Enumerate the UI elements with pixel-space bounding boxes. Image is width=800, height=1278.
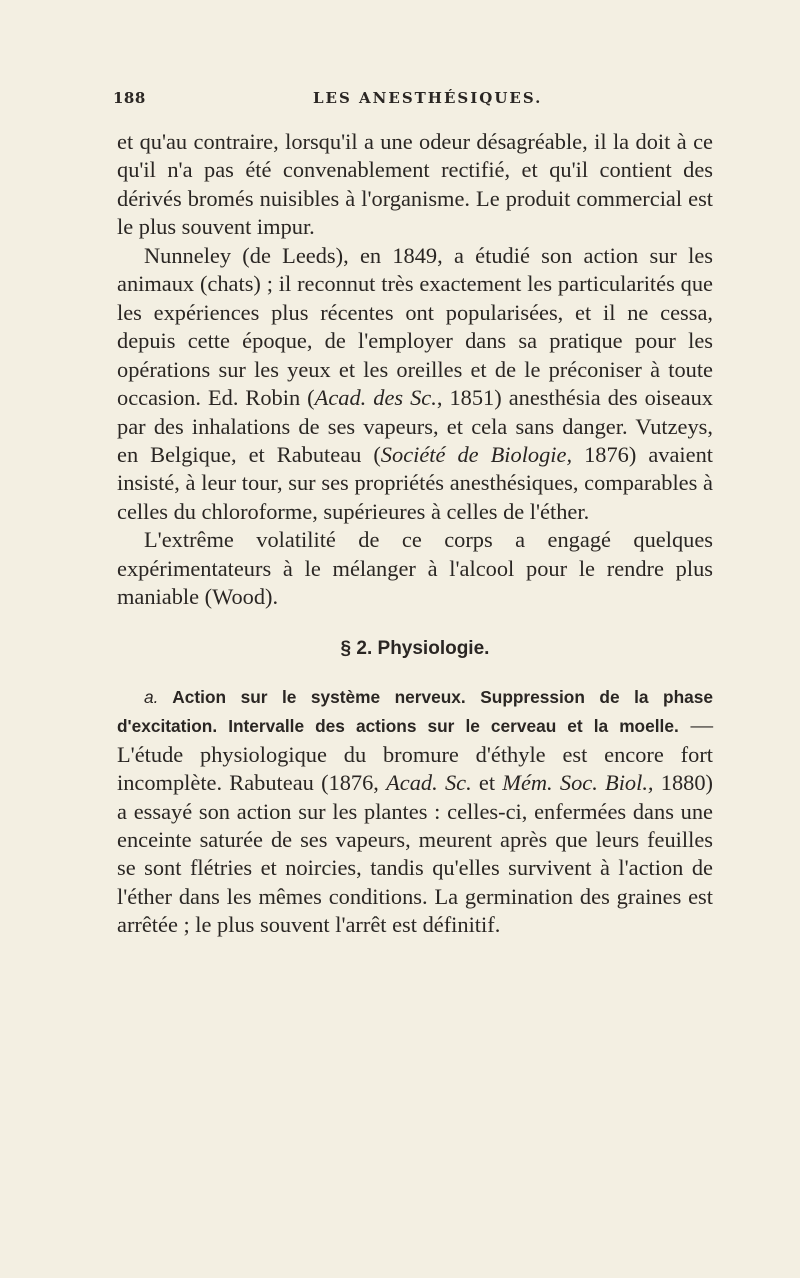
paragraph-2: Nunneley (de Leeds), en 1849, a étudié son action sur les animaux (chats) ; il reconnut très exactement les particularités que les expériences plus récentes ont popularisées, et il ne cessa, depuis cette époque, de l'employer dans sa pratique pour les opérations sur les yeux et les oreilles et de le préconiser à toute occasion. Ed. Robin (Acad. des Sc., 1851) anesthésia des oiseaux par des inhalations de ses vapeurs, et cela sans danger. Vutzeys, en Belgique, et Rabuteau (Société de Biologie, 1876) avaient insisté, à leur tour, sur ses propriétés anesthésiques, comparables à celles du chloroforme, supérieures à celles de l'éther. bbox=[117, 242, 713, 524]
body-text bbox=[117, 128, 713, 940]
citation: Société de Biologie, bbox=[380, 441, 573, 467]
citation: Acad. Sc. bbox=[386, 770, 472, 796]
page-header bbox=[113, 89, 713, 113]
paragraph-4: a. Action sur le système nerveux. Suppression de la phase d'excitation. Intervalle des actions sur le cerveau et la moelle. — L'étude physiologique du bromure d'éthyle est encore fort incomplète. Rabuteau (1876, Acad. Sc. et Mém. Soc. Biol., 1880) a essayé son action sur les plantes : celles-ci, enfermées dans une enceinte saturée de ses vapeurs, meurent après que leurs feuilles se sont flétries et noircies, tandis qu'elles survivent à l'action de l'éther dans les mêmes conditions. La germination des graines est arrêtée ; le plus souvent l'arrêt est définitif. bbox=[117, 686, 713, 938]
citation: Mém. Soc. Biol., bbox=[502, 770, 654, 796]
citation: Acad. des Sc. bbox=[314, 385, 437, 411]
paragraph-1: et qu'au contraire, lorsqu'il a une odeur désagréable, il la doit à ce qu'il n'a pas été convenablement rectifié, et qu'il contient des dérivés bromés nuisibles à l'organisme. Le produit commercial est le plus souvent impur. bbox=[117, 129, 713, 240]
section-heading: § 2. Physiologie. bbox=[340, 637, 490, 659]
paragraph-3: L'extrême volatilité de ce corps a engagé quelques expérimentateurs à le mélanger à l'alcool pour le rendre plus maniable (Wood). bbox=[117, 527, 713, 610]
page-number: 188 bbox=[113, 89, 146, 107]
subsection-title: Action sur le système nerveux. Suppression de la phase d'excitation. Intervalle des actions sur le cerveau et la moelle. bbox=[117, 686, 713, 737]
running-title: LES ANESTHÉSIQUES. bbox=[313, 89, 543, 107]
subsection-label: a. bbox=[144, 686, 159, 707]
